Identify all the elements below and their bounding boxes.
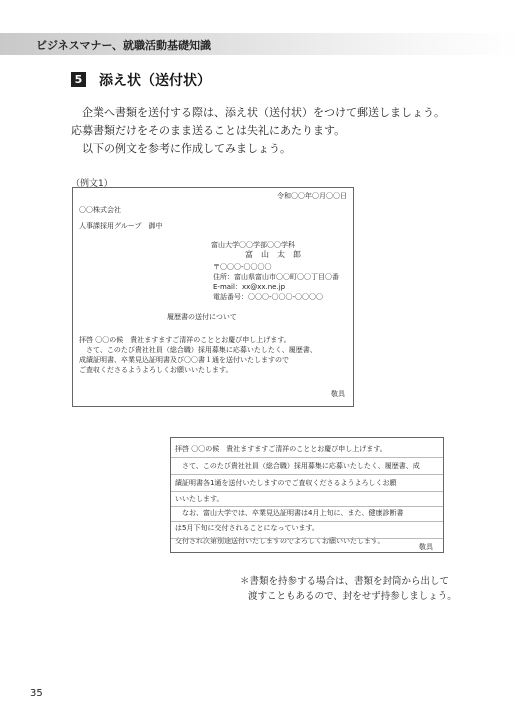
example-label: （例文1） (71, 179, 113, 189)
letter2-line-7: 交付され次第別途送付いたしますのでよろしくお願いいたします。 (175, 537, 385, 545)
letter1-email: E-mail：xx@xx.ne.jp (213, 283, 286, 291)
letter1-body-line-4: ご査収くださるようよろしくお願いいたします。 (79, 366, 233, 374)
letter2-line-1: 拝啓 〇〇の候 貴社ますますご清祥のこととお慶び申し上げます。 (175, 445, 387, 453)
intro-line-1: 企業へ書類を送付する際は、添え状（送付状）をつけて郵送しましょう。 (82, 106, 445, 119)
letter1-body-line-1: 拝啓 〇〇の候 貴社ますますご清祥のこととお慶び申し上げます。 (79, 336, 291, 344)
letter2-line-2: さて、このたび貴社社員（総合職）採用募集に応募いたしたく、履歴書、成 (175, 462, 420, 470)
letter2-line-3: 績証明書各1通を送付いたしますのでご査収くださるようよろしくお願 (175, 479, 397, 487)
page-number: 35 (30, 688, 43, 699)
letter1-subject: 履歴書の送付について (167, 313, 237, 321)
letter1-department: 人事課採用グループ 御中 (79, 222, 163, 230)
letter2-rule (171, 506, 443, 507)
letter1-sender-name: 富 山 太 郎 (245, 250, 301, 259)
letter2-line-6: は5月下旬に交付されることになっています。 (175, 524, 319, 532)
letter2-rule (171, 538, 443, 539)
letter2-line-5: なお、富山大学では、卒業見込証明書は4月上旬に、また、健康診断書 (175, 509, 404, 517)
letter1-phone: 電話番号：〇〇〇-〇〇〇-〇〇〇〇 (213, 293, 324, 301)
letter1-closing: 敬具 (331, 390, 345, 398)
letter1-body-line-2: さて、このたび貴社社員（総合職）採用募集に応募いたしたく、履歴書、 (79, 346, 317, 354)
letter2-rule (171, 491, 443, 492)
intro-line-3: 以下の例文を参考に作成してみましょう。 (82, 142, 291, 155)
letter2-closing: 敬具 (419, 543, 433, 551)
letter2-rule (171, 474, 443, 475)
section-number-badge: 5 (71, 72, 86, 87)
note-line-1: ＊書類を持参する場合は、書類を封筒から出して (240, 576, 450, 587)
example-letter-1 (72, 187, 354, 407)
letter2-rule (171, 521, 443, 522)
letter1-postal: 〒〇〇〇-〇〇〇〇 (213, 263, 272, 271)
note-line-2: 渡すこともあるので、封をせず持参しましょう。 (248, 591, 457, 602)
letter1-company: 〇〇株式会社 (79, 206, 121, 214)
header-title: ビジネスマナー、就職活動基礎知識 (36, 39, 212, 52)
intro-line-2: 応募書類だけをそのまま送ることは失礼にあたります。 (71, 124, 346, 137)
section-title: 添え状（送付状） (99, 73, 211, 89)
example-letter-2 (170, 437, 444, 553)
letter2-line-4: いいたします。 (175, 495, 224, 503)
letter1-date: 令和〇〇年〇月〇〇日 (277, 192, 347, 200)
letter2-rule (171, 457, 443, 458)
letter1-sender-school: 富山大学〇〇学部〇〇学科 (211, 241, 295, 249)
letter1-body-line-3: 成績証明書、卒業見込証明書及び〇〇書１通を送付いたしますので (79, 356, 289, 364)
letter1-address: 住所：富山県富山市〇〇町〇〇丁目〇番 (213, 273, 339, 281)
